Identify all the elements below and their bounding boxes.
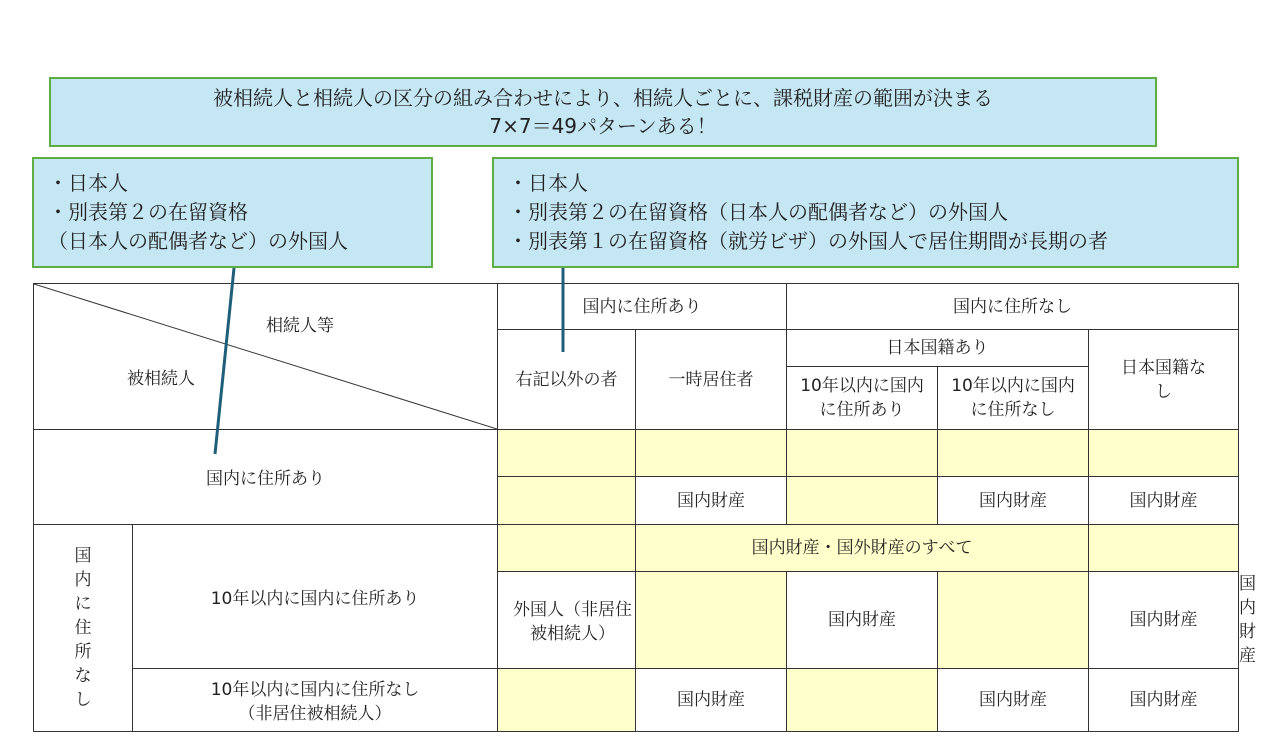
cell-r5-c2: 国内財産 (636, 669, 787, 732)
heir-callout (492, 157, 1239, 268)
decedent-callout-line-2: ・別表第２の在留資格 (48, 200, 248, 224)
heir-callout-line-3: ・別表第１の在留資格（就労ビザ）の外国人で居住期間が長期の者 (508, 229, 1108, 253)
corner-decedent-label: 被相続人 (127, 369, 195, 389)
header-within10-yes: 10年以内に国内に住所あり (787, 367, 938, 430)
cell-r4-c1 (636, 572, 787, 669)
cell-r5-c1 (498, 669, 636, 732)
cell-r2-c4: 国内財産 (938, 477, 1089, 525)
cell-r2-c5: 国内財産 (1089, 477, 1239, 525)
heir-callout-line-1: ・日本人 (508, 171, 588, 195)
row-foreign-nonresident: 外国人（非居住被相続人） (498, 572, 636, 669)
header-japanese-nationality: 日本国籍あり (787, 330, 1089, 367)
row-within10-no-line-1: 10年以内に国内に住所なし (210, 680, 420, 700)
row-within10-no-line-2: （非居住被相続人） (238, 704, 392, 724)
cell-r5-c4: 国内財産 (938, 669, 1089, 732)
header-within10-no: 10年以内に国内に住所なし (938, 367, 1089, 430)
tax-scope-table: 相続人等 被相続人 国内に住所あり 国内に住所なし 右記以外の者 一時居住者 日本国籍あり 日本国籍なし 10年以内に国内に住所あり 10年以内に国内に住所なし 国内に住所あり 国内財産 国内財産 国内財産 国内に住所なし 10年以内に国内に住所あり 国内財産・国外財産のすべて 外国人（非居住被相続人） 国内財産 国内財産 国内財産 10年以内に国内に住所なし （非居住被相続人） 国内財産 国内財産 国内財産 (33, 283, 1239, 732)
row-domicile-yes-label: 国内に住所あり (206, 469, 325, 489)
row-within10-yes-label: 10年以内に国内に住所あり (210, 588, 420, 609)
cell-r2-c3 (787, 477, 938, 525)
cell-r1-c3 (787, 430, 938, 477)
cell-r4-c4: 国内財産 (1089, 572, 1239, 669)
cell-r4-c3 (938, 572, 1089, 669)
summary-callout (49, 77, 1157, 147)
heir-callout-line-2: ・別表第２の在留資格（日本人の配偶者など）の外国人 (508, 200, 1008, 224)
cell-r1-c5 (1089, 430, 1239, 477)
header-domicile-yes: 国内に住所あり (498, 284, 787, 330)
summary-line-2: 7×7＝49パターンある！ (489, 114, 717, 138)
row-within10-yes (133, 525, 498, 669)
cell-r1-c2 (636, 430, 787, 477)
cell-r2-c2: 国内財産 (636, 477, 787, 525)
corner-heir-label: 相続人等 (266, 316, 334, 336)
table-corner (34, 284, 498, 430)
cell-r1-c1 (498, 430, 636, 477)
row-group-domicile-no (34, 525, 133, 732)
decedent-callout (32, 157, 433, 268)
row-within10-no (133, 669, 498, 732)
header-other-persons: 右記以外の者 (498, 330, 636, 430)
row-domicile-yes (34, 430, 498, 525)
cell-r4-c2: 国内財産 (787, 572, 938, 669)
cell-r5-c5: 国内財産 (1089, 669, 1239, 732)
cell-r3-all-assets: 国内財産・国外財産のすべて (636, 525, 1089, 572)
header-temporary-resident: 一時居住者 (636, 330, 787, 430)
cell-r3-c5 (1089, 525, 1239, 572)
header-no-nationality: 日本国籍なし (1089, 330, 1239, 430)
row-group-domicile-no-label: 国内に住所なし (74, 546, 92, 710)
corner-diagonal (34, 284, 497, 429)
cell-r5-c3 (787, 669, 938, 732)
decedent-callout-line-3: （日本人の配偶者など）の外国人 (48, 229, 348, 253)
cell-r3-c1 (498, 525, 636, 572)
decedent-callout-line-1: ・日本人 (48, 171, 128, 195)
cell-r2-c1 (498, 477, 636, 525)
summary-line-1: 被相続人と相続人の区分の組み合わせにより、相続人ごとに、課税財産の範囲が決まる (213, 86, 993, 110)
cell-r1-c4 (938, 430, 1089, 477)
header-domicile-no: 国内に住所なし (787, 284, 1239, 330)
